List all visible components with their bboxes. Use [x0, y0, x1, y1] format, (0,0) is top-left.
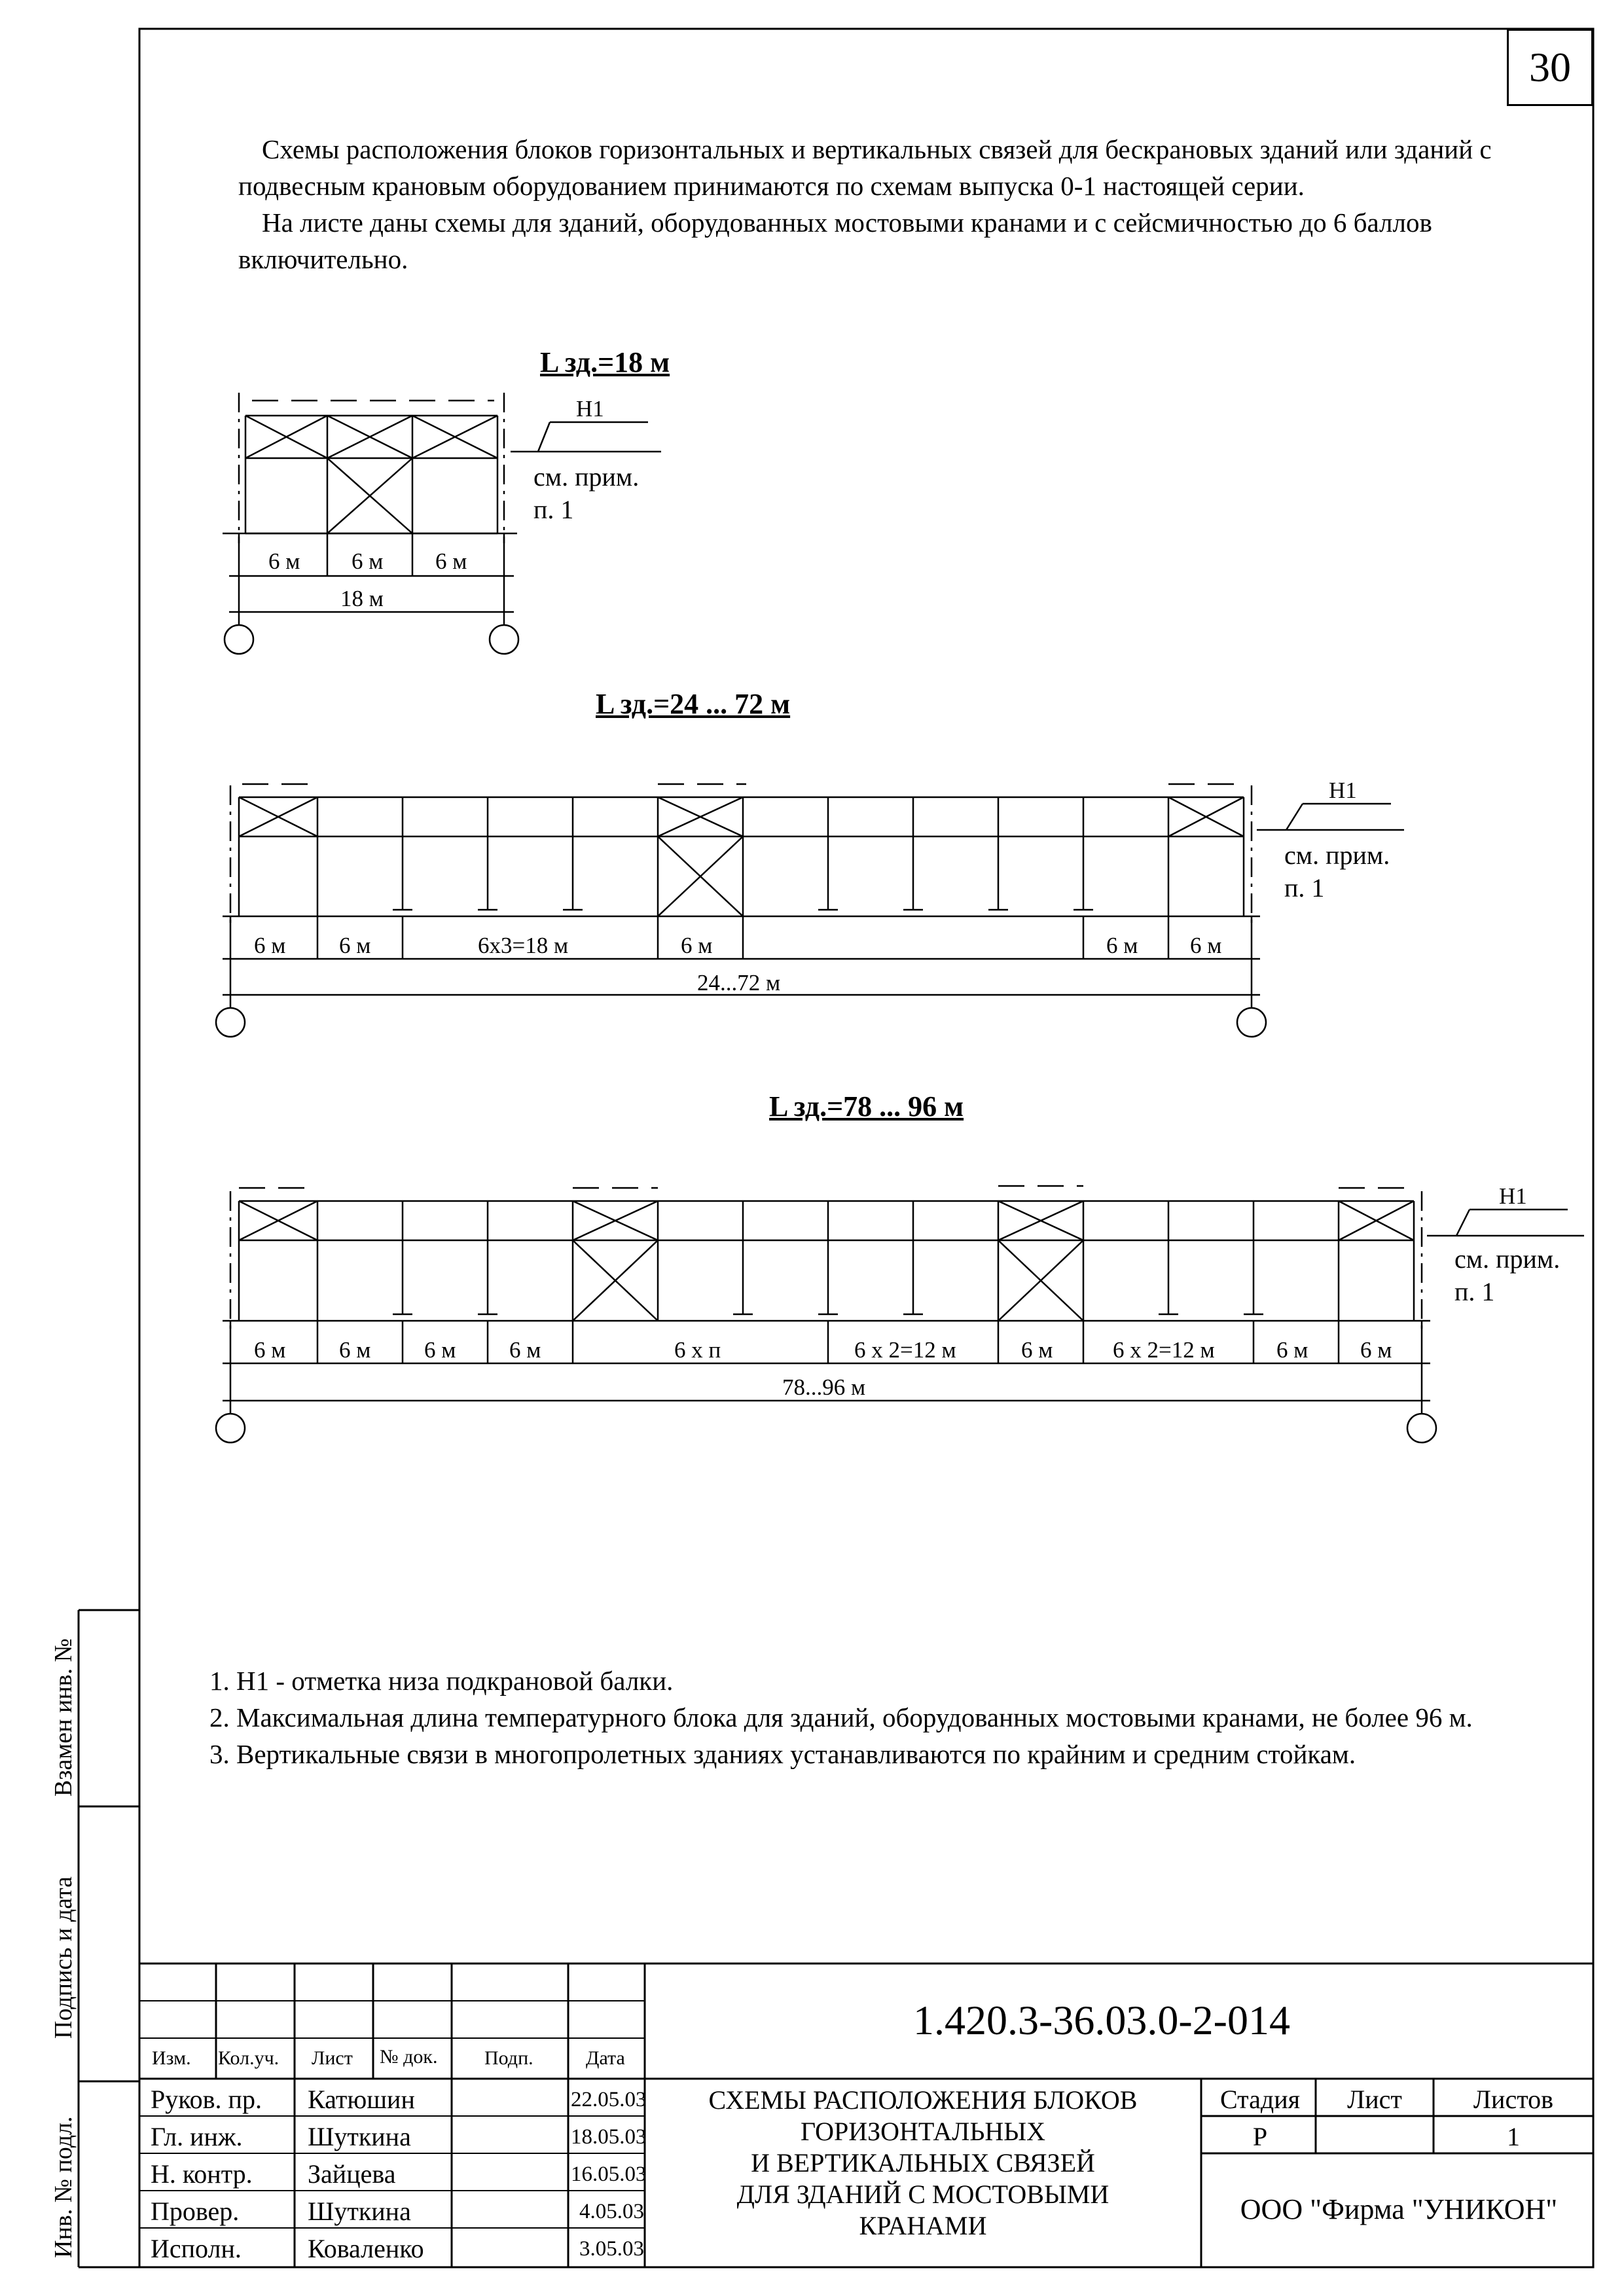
sheet-title-line-5: КРАНАМИ: [859, 2211, 987, 2240]
scheme-1-total: 18 м: [340, 586, 384, 611]
document-code: 1.420.3-36.03.0-2-014: [913, 1997, 1290, 2043]
scheme-2-span-2: 6 м: [339, 933, 371, 958]
sheet-title-line-2: ГОРИЗОНТАЛЬНЫХ: [800, 2117, 1046, 2146]
side-label-replace: Взамен инв. №: [50, 1638, 77, 1797]
scheme-3-span-6: 6 х 2=12 м: [854, 1337, 956, 1363]
sheet-label: Лист: [1347, 2085, 1402, 2114]
scheme-3-span-1: 6 м: [254, 1337, 286, 1363]
note-3: 3. Вертикальные связи в многопролетных зданиях устанавливаются по крайним и средним стойкам.: [209, 1739, 1356, 1769]
note-1: 1. Н1 - отметка низа подкрановой балки.: [209, 1666, 674, 1696]
header-podp: Подп.: [484, 2047, 533, 2069]
side-label-inv: Инв. № подл.: [50, 2116, 77, 2258]
stage-label: Стадия: [1219, 2085, 1301, 2114]
date-1: 22.05.03: [571, 2088, 647, 2111]
sheets-value: 1: [1507, 2122, 1520, 2151]
name-3: Зайцева: [308, 2159, 396, 2189]
scheme-2-mark: Н1: [1329, 778, 1357, 803]
sheet-title-line-3: И ВЕРТИКАЛЬНЫХ СВЯЗЕЙ: [751, 2148, 1095, 2178]
scheme-2-title: L зд.=24 ... 72 м: [596, 688, 791, 720]
scheme-1-span-2: 6 м: [352, 548, 384, 574]
scheme-2-span-3: 6х3=18 м: [478, 933, 569, 958]
scheme-3-span-10: 6 м: [1360, 1337, 1392, 1363]
scheme-3-span-4: 6 м: [509, 1337, 541, 1363]
page-number: 30: [1507, 29, 1593, 106]
header-date: Дата: [586, 2047, 625, 2069]
intro-paragraph-1: Схемы расположения блоков горизонтальных и вертикальных связей для бескрановых зданий или зданий с подвесным крановым оборудованием принимаются по схемам выпуска 0-1 настоящей серии.: [238, 134, 1492, 201]
scheme-1-span-3: 6 м: [435, 548, 467, 574]
date-2: 18.05.03: [571, 2125, 647, 2149]
scheme-3-title: L зд.=78 ... 96 м: [769, 1090, 964, 1122]
sheet-title-line-1: СХЕМЫ РАСПОЛОЖЕНИЯ БЛОКОВ: [708, 2085, 1138, 2115]
company-name: ООО "Фирма "УНИКОН": [1240, 2193, 1558, 2225]
name-2: Шуткина: [308, 2122, 411, 2151]
role-1: Руков. пр.: [151, 2085, 262, 2114]
scheme-2-span-6: 6 м: [1190, 933, 1222, 958]
header-kol: Кол.уч.: [218, 2047, 280, 2069]
scheme-3-span-7: 6 м: [1021, 1337, 1053, 1363]
date-4: 4.05.03: [579, 2200, 644, 2223]
scheme-3-note-1: см. прим.: [1454, 1244, 1561, 1274]
sheet-title: [648, 2085, 1198, 2242]
scheme-2-total: 24...72 м: [697, 970, 781, 996]
role-5: Исполн.: [151, 2234, 242, 2263]
header-doc: № док.: [380, 2046, 438, 2068]
scheme-1-span-1: 6 м: [268, 548, 300, 574]
scheme-2-span-1: 6 м: [254, 933, 286, 958]
scheme-1-title: L зд.=18 м: [540, 346, 670, 378]
sheet-title-line-4: ДЛЯ ЗДАНИЙ С МОСТОВЫМИ: [736, 2179, 1110, 2209]
note-2: 2. Максимальная длина температурного блока для зданий, оборудованных мостовыми кранами, не более 96 м.: [209, 1702, 1473, 1732]
stage-value: Р: [1252, 2122, 1268, 2151]
scheme-3-span-3: 6 м: [424, 1337, 456, 1363]
date-3: 16.05.03: [571, 2162, 647, 2186]
scheme-3-mark: Н1: [1499, 1183, 1527, 1209]
scheme-1-note-2: п. 1: [533, 495, 574, 524]
sheets-label: Листов: [1473, 2085, 1554, 2114]
role-3: Н. контр.: [151, 2159, 253, 2189]
scheme-3-span-9: 6 м: [1276, 1337, 1308, 1363]
role-4: Провер.: [151, 2197, 240, 2226]
scheme-2-note-1: см. прим.: [1284, 840, 1390, 870]
scheme-3-span-2: 6 м: [339, 1337, 371, 1363]
header-izm: Изм.: [152, 2047, 191, 2069]
scheme-2-note-2: п. 1: [1284, 873, 1325, 903]
side-label-sign: Подпись и дата: [50, 1876, 77, 2039]
intro-paragraph-2: На листе даны схемы для зданий, оборудованных мостовыми кранами и с сейсмичностью до 6 баллов включительно.: [238, 207, 1432, 274]
scheme-2-span-4: 6 м: [681, 933, 713, 958]
scheme-3-span-5: 6 х п: [674, 1337, 721, 1363]
scheme-3-note-2: п. 1: [1454, 1277, 1495, 1306]
scheme-1-mark: Н1: [576, 396, 604, 422]
scheme-2-span-5: 6 м: [1106, 933, 1138, 958]
scheme-3-total: 78...96 м: [782, 1374, 866, 1400]
role-2: Гл. инж.: [151, 2122, 243, 2151]
scheme-1-note-1: см. прим.: [533, 462, 640, 492]
name-1: Катюшин: [308, 2085, 415, 2114]
date-5: 3.05.03: [579, 2237, 644, 2261]
name-4: Шуткина: [308, 2197, 411, 2226]
scheme-3-span-8: 6 х 2=12 м: [1113, 1337, 1215, 1363]
name-5: Коваленко: [308, 2234, 424, 2263]
header-list: Лист: [312, 2047, 353, 2069]
